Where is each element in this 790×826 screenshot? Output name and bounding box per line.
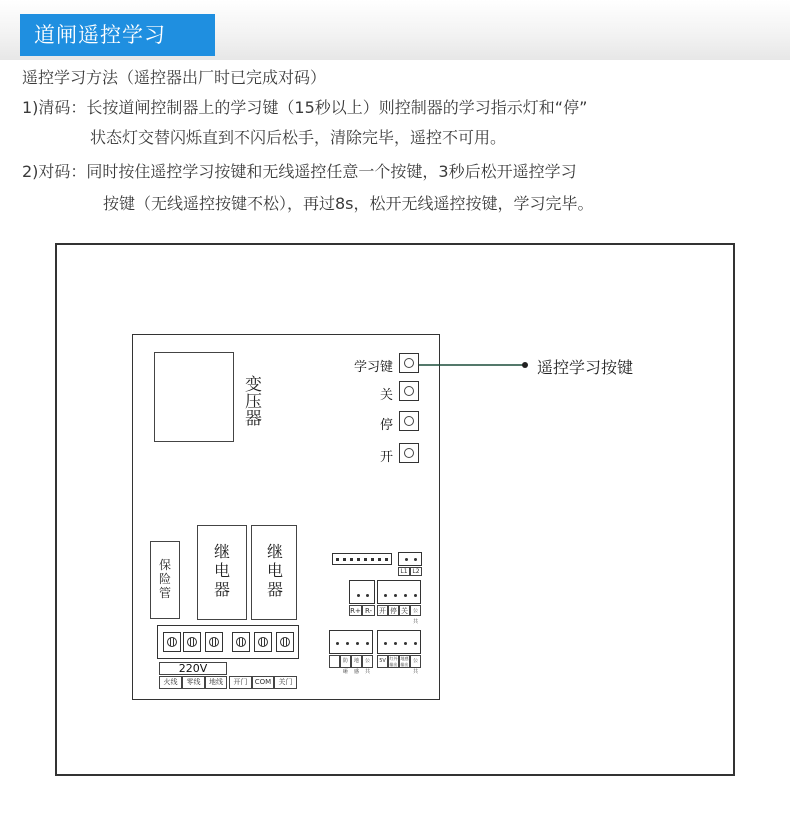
output-label-loop: 地感输出 xyxy=(400,656,409,667)
terminal-screw xyxy=(183,632,201,652)
terminal-screw xyxy=(205,632,223,652)
output-label-5v: 5V xyxy=(377,655,388,668)
terminal-label-open: 开门 xyxy=(229,676,252,689)
transformer xyxy=(154,352,261,442)
terminal-label-com: COM xyxy=(252,676,274,689)
terminal-screw xyxy=(232,632,250,652)
fuse-label: 保险管 xyxy=(158,558,171,600)
close-button[interactable] xyxy=(399,381,419,401)
stop-button-label: 停 xyxy=(379,418,393,433)
relay-2-label: 继电器 xyxy=(266,542,283,599)
stop-button[interactable] xyxy=(399,411,419,431)
learn-button[interactable] xyxy=(399,353,419,373)
l1-label: L1 xyxy=(398,567,410,576)
sensor-connector xyxy=(329,630,373,654)
terminal-label-neutral: 零线 xyxy=(182,676,205,689)
close-button-label: 关 xyxy=(379,388,393,403)
callout-label: 遥控学习按键 xyxy=(537,358,634,377)
relay-2 xyxy=(251,525,297,620)
open-button-label: 开 xyxy=(379,450,393,465)
open-button[interactable] xyxy=(399,443,419,463)
page-title: 道闸遥控学习 xyxy=(20,14,215,56)
relay-1-label: 继电器 xyxy=(213,542,230,599)
clear-code-step: 1)清码：长按道闸控制器上的学习键（15秒以上）则控制器的学习指示灯和“停” xyxy=(22,98,588,117)
terminal-label-close: 关门 xyxy=(274,676,297,689)
sensor-label-blank xyxy=(329,655,340,668)
power-label: 220V xyxy=(159,662,227,675)
pair-code-step-cont: 按键（无线遥控按键不松），再过8s，松开无线遥控按键，学习完毕。 xyxy=(103,194,594,213)
control-connector xyxy=(377,580,421,604)
relay-1 xyxy=(197,525,247,620)
output-label-ir: 红外输出 xyxy=(389,656,398,667)
terminal-screw xyxy=(163,632,181,652)
rs485-connector xyxy=(349,580,375,604)
l-connector xyxy=(398,552,422,566)
r-plus-label: R+ xyxy=(350,607,361,615)
ctrl-label-common: 公共 xyxy=(410,605,421,616)
sensor-label-common: 公共 xyxy=(362,655,373,668)
ctrl-label-open: 开 xyxy=(379,607,386,615)
ctrl-label-close: 关 xyxy=(401,607,408,615)
terminal-label-ground: 地线 xyxy=(205,676,227,689)
output-label-common: 公共 xyxy=(410,655,421,668)
method-heading: 遥控学习方法（遥控器出厂时已完成对码） xyxy=(22,68,327,87)
learn-button-label: 学习键 xyxy=(353,360,393,375)
r-minus-label: R- xyxy=(362,605,375,616)
pin-header xyxy=(332,553,392,565)
callout-line xyxy=(419,357,549,373)
pair-code-step: 2)对码：同时按住遥控学习按键和无线遥控任意一个按键，3秒后松开遥控学习 xyxy=(22,162,577,181)
fuse xyxy=(150,541,180,619)
sensor-label-loop: 地感 xyxy=(351,655,362,668)
ctrl-label-stop: 停 xyxy=(390,607,397,615)
transformer-label: 变压器 xyxy=(241,374,261,426)
terminal-screw xyxy=(276,632,294,652)
clear-code-step-cont: 状态灯交替闪烁直到不闪后松手，清除完毕，遥控不可用。 xyxy=(90,128,507,147)
terminal-label-live: 火线 xyxy=(159,676,182,689)
terminal-screw xyxy=(254,632,272,652)
sensor-label-anti-smash: 防砸 xyxy=(340,655,351,668)
l2-label: L2 xyxy=(410,567,422,576)
output-connector xyxy=(377,630,421,654)
